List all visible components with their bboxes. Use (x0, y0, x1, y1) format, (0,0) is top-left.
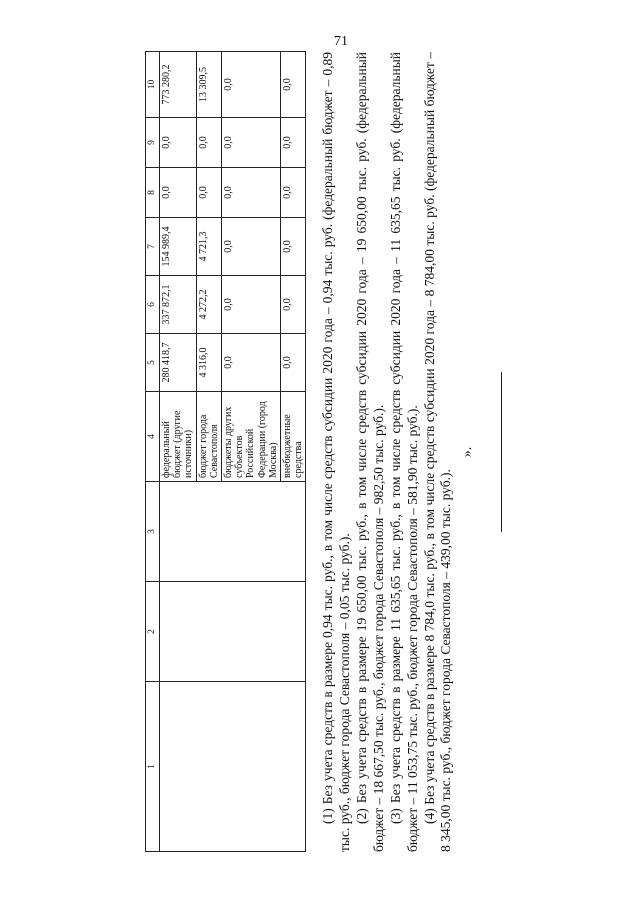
table-cell: 0,0 (221, 168, 280, 218)
funding-source: внебюджетные средства (280, 392, 305, 482)
table-cell: 0,0 (280, 118, 305, 168)
column-number: 3 (146, 482, 160, 582)
column-number: 9 (146, 118, 160, 168)
table-cell: 0,0 (280, 52, 305, 118)
table-cell: 4 721,3 (196, 218, 221, 276)
closing-quote: ». (460, 446, 476, 458)
footnote: (3) Без учета средств в размере 11 635,65 тыс. руб., в том числе средств субсидии 2020 года – 11 635,65 тыс. руб. (федеральный бюджет – 11 053,75 тыс. руб., бюджет города Севастополя – 581,90 тыс. руб.). (387, 52, 420, 852)
table-cell: 0,0 (280, 218, 305, 276)
table-cell: 0,0 (196, 118, 221, 168)
footnote: (2) Без учета средств в размере 19 650,00 тыс. руб., в том числе средств субсидии 2020 года – 19 650,00 тыс. руб. (федеральный бюджет – 18 667,50 тыс. руб., бюджет города Севастополя – 982,50 тыс. руб.). (354, 52, 386, 852)
table-cell: 0,0 (221, 52, 280, 118)
column-number: 8 (146, 168, 160, 218)
column-number: 2 (146, 582, 160, 682)
funding-source: федеральный бюджет (другие источники) (160, 392, 197, 482)
table-cell: 4 316,0 (196, 334, 221, 392)
table-cell: 13 309,5 (196, 52, 221, 118)
table-row (160, 52, 197, 852)
table-cell: 0,0 (160, 118, 197, 168)
table-cell: 4 272,2 (196, 276, 221, 334)
column-number: 5 (146, 334, 160, 392)
table-cell: 280 418,7 (160, 334, 197, 392)
table-cell-empty (160, 582, 306, 682)
footnotes (320, 52, 502, 852)
table-cell: 0,0 (196, 168, 221, 218)
table-cell: 337 872,1 (160, 276, 197, 334)
divider-line (501, 372, 502, 532)
table-cell: 0,0 (221, 218, 280, 276)
table-cell: 0,0 (221, 334, 280, 392)
column-number-row (146, 52, 160, 852)
table-cell: 0,0 (221, 276, 280, 334)
table-cell: 0,0 (280, 276, 305, 334)
table-cell: 0,0 (280, 334, 305, 392)
table-cell: 773 280,2 (160, 52, 197, 118)
table-cell: 0,0 (160, 168, 197, 218)
column-number: 7 (146, 218, 160, 276)
column-number: 6 (146, 276, 160, 334)
funding-source: бюджеты других субъектов Российской Федерации (город Москва) (221, 392, 280, 482)
budget-table (145, 51, 306, 852)
column-number: 1 (146, 682, 160, 852)
table-cell-empty (160, 482, 306, 582)
page-number: 71 (334, 34, 348, 49)
column-number: 4 (146, 392, 160, 482)
table-cell: 0,0 (221, 118, 280, 168)
column-number: 10 (146, 52, 160, 118)
footnote: (1) Без учета средств в размере 0,94 тыс. руб., в том числе средств субсидии 2020 года – 0,94 тыс. руб. (федеральный бюджет – 0,89 тыс. руб., бюджет города Севастополя – 0,05 тыс. руб.). (320, 52, 353, 852)
funding-source: бюджет города Севастополя (196, 392, 221, 482)
footnote: (4) Без учета средств в размере 8 784,0 тыс. руб., в том числе средств субсидии 2020 года – 8 784,00 тыс. руб. (федеральный бюджет – 8 345,00 тыс. руб., бюджет города Севастополя – 439,00 тыс. руб.). (421, 52, 454, 852)
table-cell: 0,0 (280, 168, 305, 218)
table-cell-empty (160, 682, 306, 852)
table-cell: 154 989,4 (160, 218, 197, 276)
rotated-content (145, 52, 485, 852)
